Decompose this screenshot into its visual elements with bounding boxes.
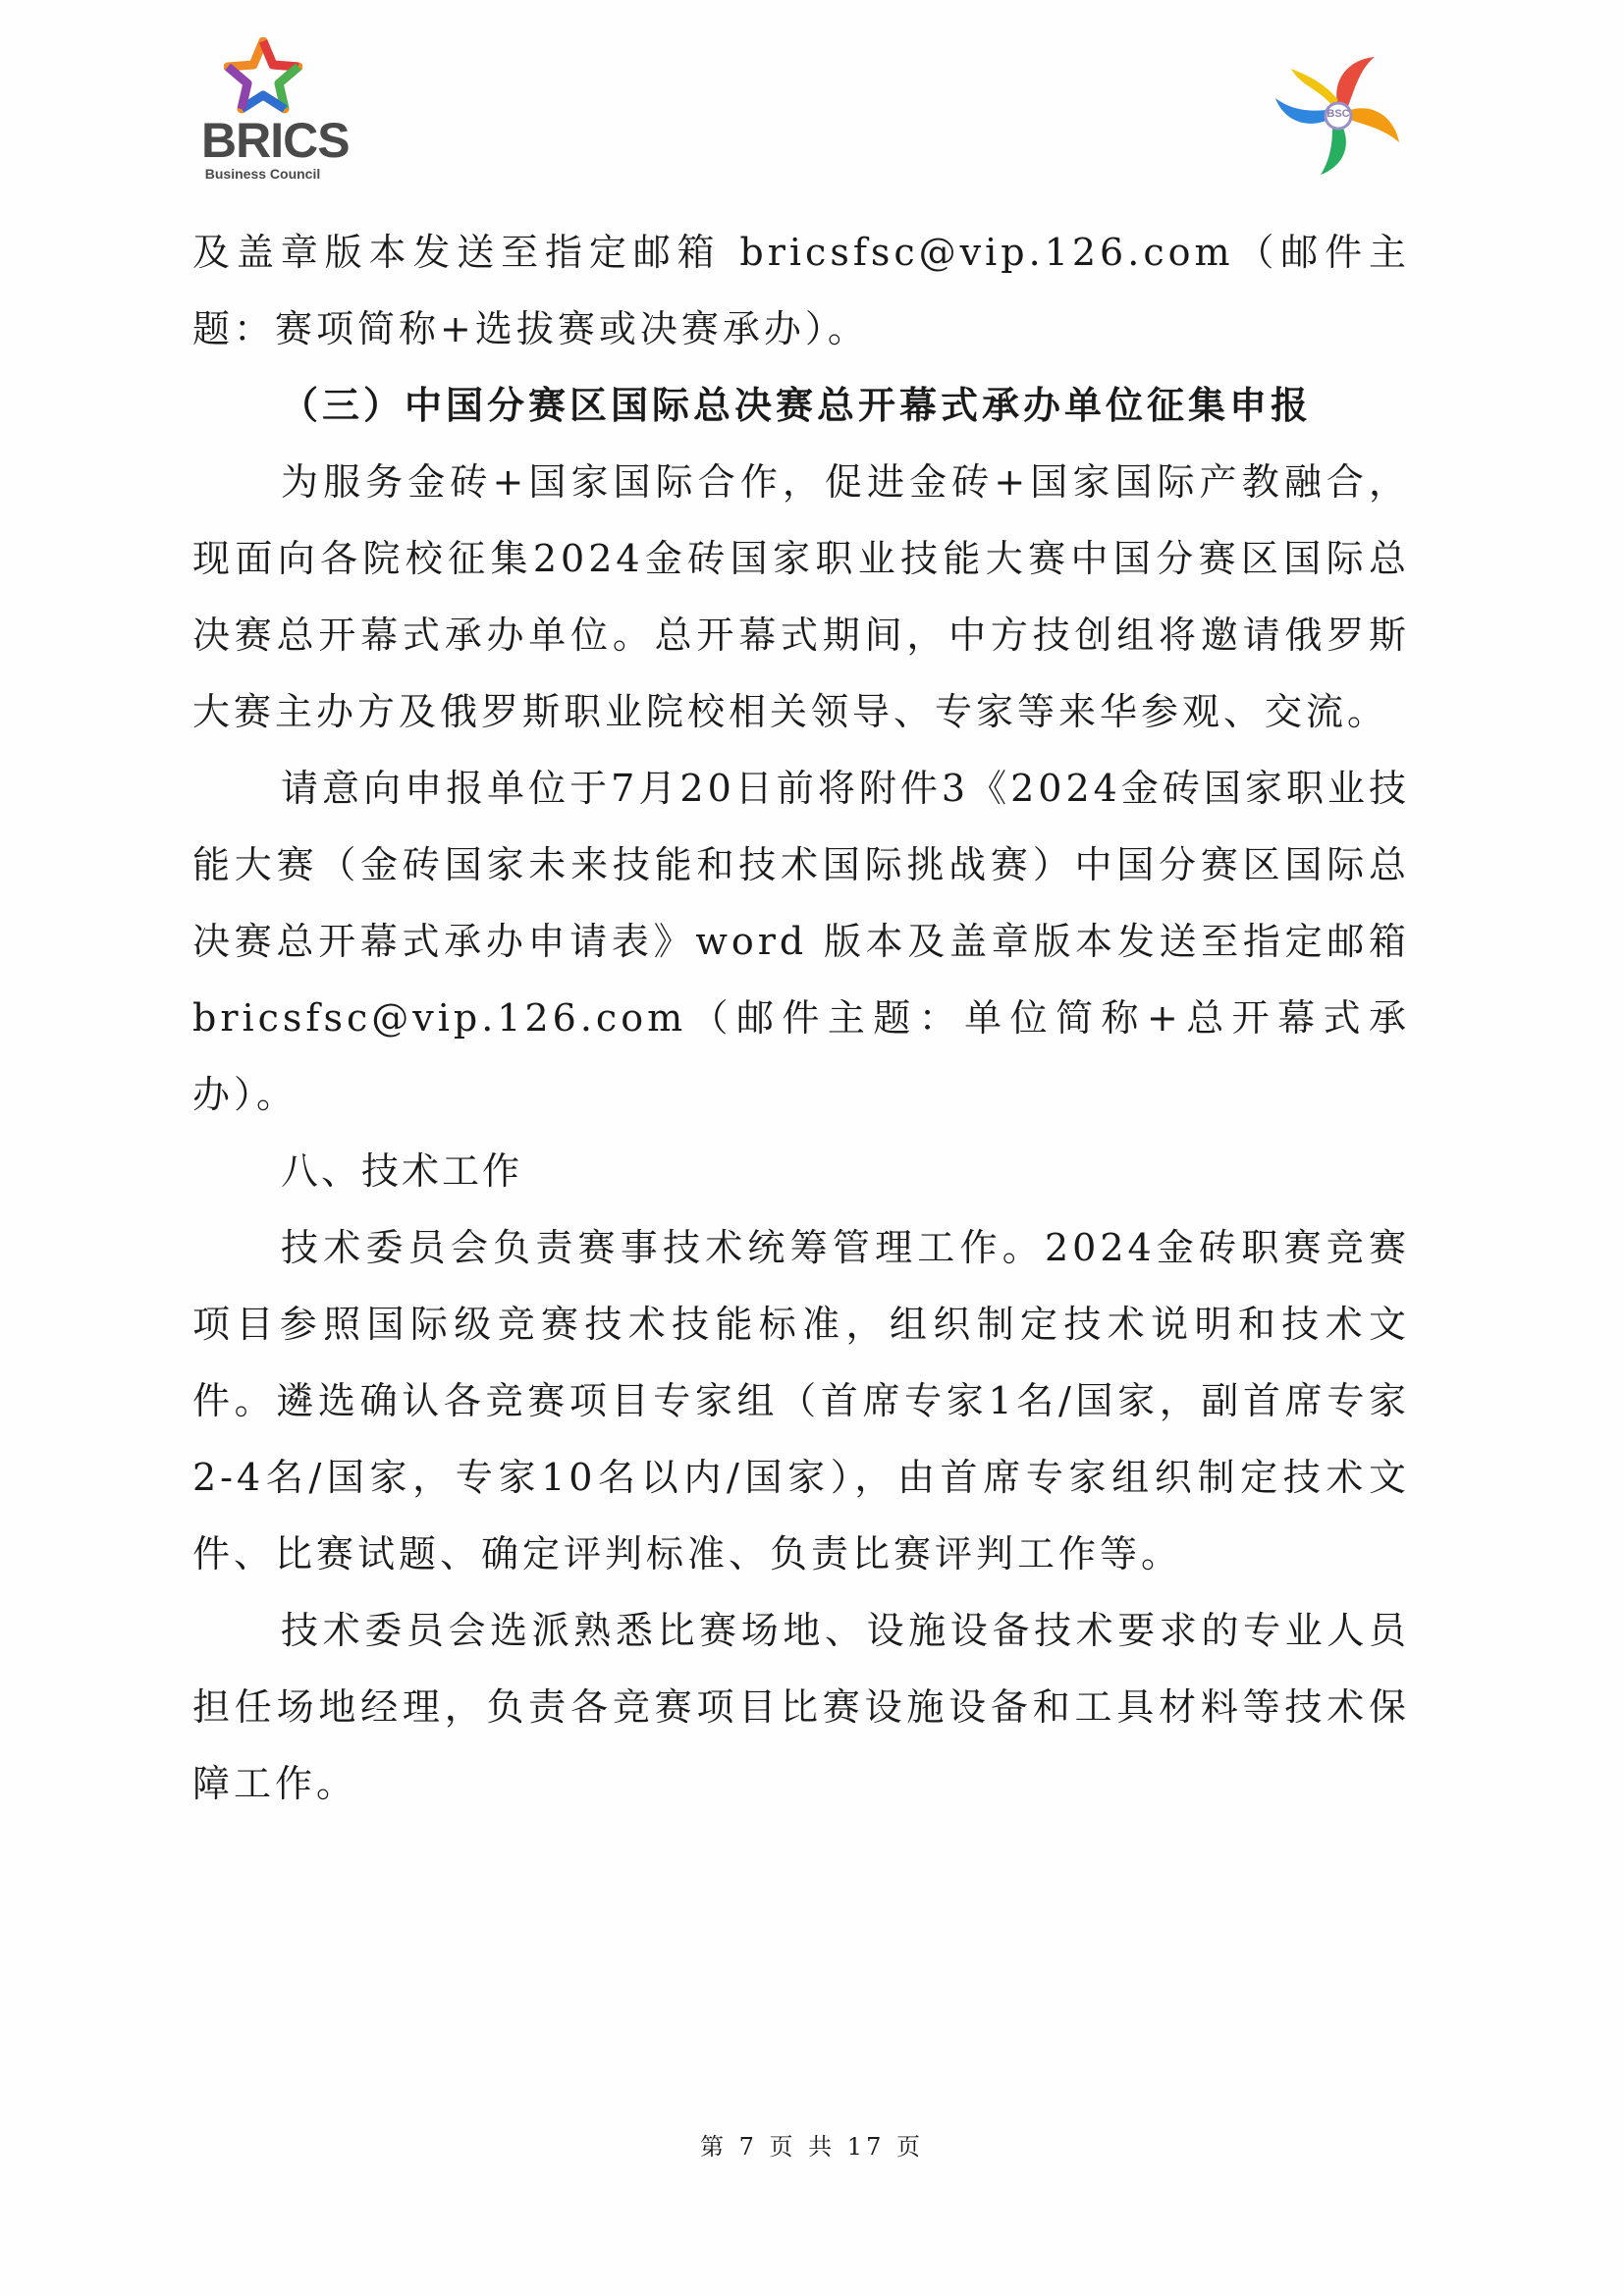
- brics-business-council-logo: [201, 37, 350, 189]
- brics-star-icon: [224, 37, 302, 116]
- paragraph-technical-committee: 技术委员会负责赛事技术统筹管理工作。2024金砖职赛竞赛项目参照国际级竞赛技术技能标准，组织制定技术说明和技术文件。遴选确认各竞赛项目专家组（首席专家1名/国家，副首席专家2-4名/国家，专家10名以内/国家），由首席专家组织制定技术文件、比赛试题、确定评判标准、负责比赛评判工作等。: [192, 1226, 1410, 1575]
- document-body: [192, 214, 1410, 1822]
- brics-logo-wordmark: BRICS: [201, 113, 350, 168]
- paragraph-continuation: 及盖章版本发送至指定邮箱 bricsfsc@vip.126.com（邮件主题：赛项简称+选拔赛或决赛承办）。: [192, 231, 1410, 350]
- subsection-heading-3: （三）中国分赛区国际总决赛总开幕式承办单位征集申报: [281, 384, 1313, 427]
- brics-logo-subtitle: Business Council: [204, 166, 321, 182]
- paragraph-opening-ceremony-call: 为服务金砖+国家国际合作，促进金砖+国家国际产教融合，现面向各院校征集2024金砖国家职业技能大赛中国分赛区国际总决赛总开幕式承办单位。总开幕式期间，中方技创组将邀请俄罗斯大赛主办方及俄罗斯职业院校相关领导、专家等来华参观、交流。: [192, 460, 1410, 733]
- page-number: 第 7 页 共 17 页: [700, 2133, 924, 2161]
- paragraph-application-instructions: 请意向申报单位于7月20日前将附件3《2024金砖国家职业技能大赛（金砖国家未来技能和技术国际挑战赛）中国分赛区国际总决赛总开幕式承办申请表》word 版本及盖章版本发送至指定邮箱 bricsfsc@vip.126.com（邮件主题：单位简称+总开幕式承办）。: [192, 767, 1410, 1116]
- paragraph-venue-manager: 技术委员会选派熟悉比赛场地、设施设备技术要求的专业人员担任场地经理，负责各竞赛项目比赛设施设备和工具材料等技术保障工作。: [192, 1609, 1410, 1805]
- bsc-logo-text: BSC: [1326, 108, 1350, 120]
- bsc-logo: [1272, 49, 1404, 177]
- section-heading-8: 八、技术工作: [281, 1149, 523, 1193]
